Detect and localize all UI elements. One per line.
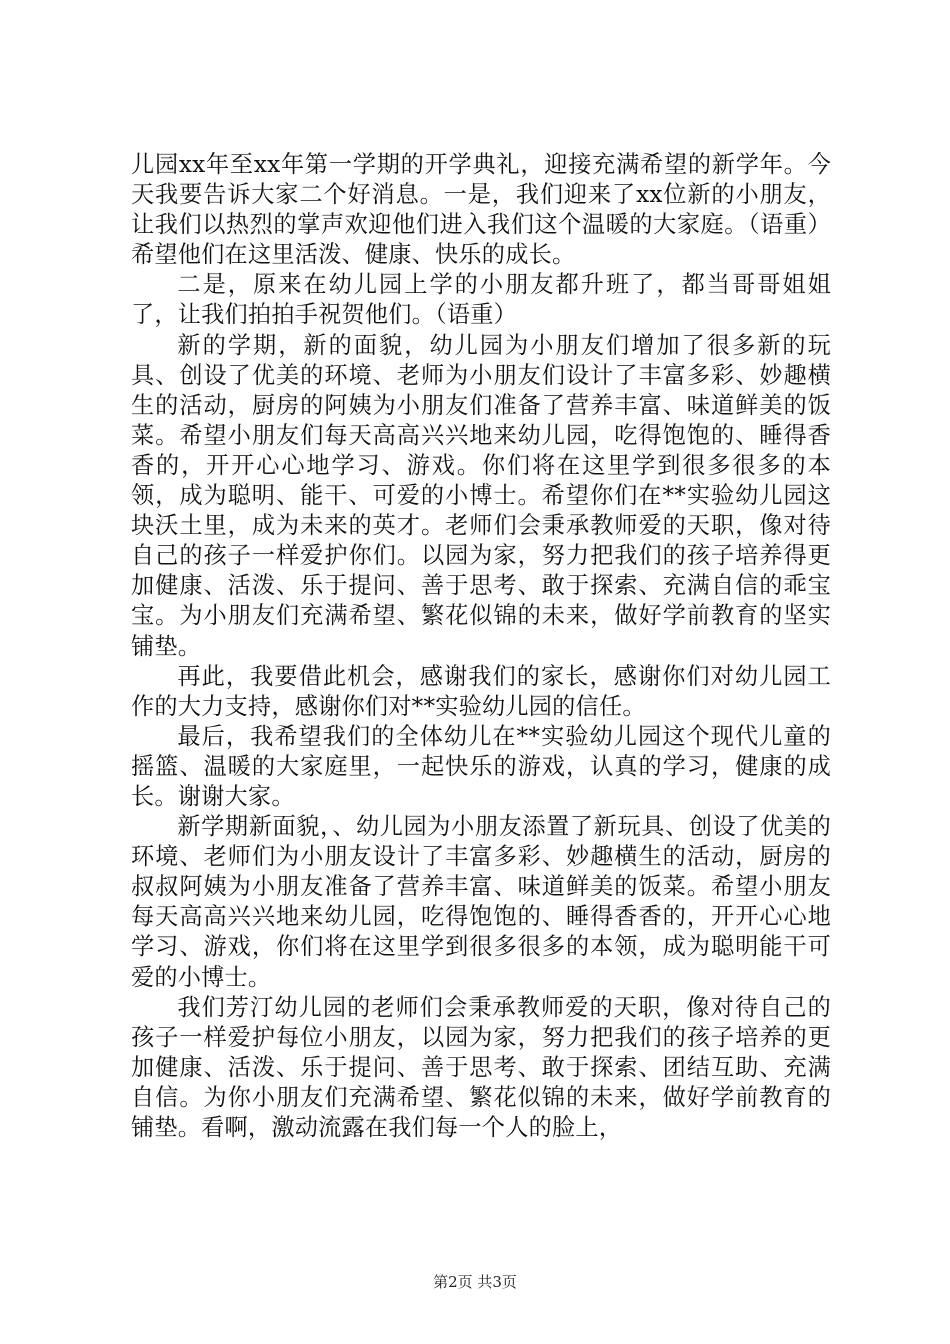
paragraph: 新学期新面貌，、幼儿园为小朋友添置了新玩具、创设了优美的环境、老师们为小朋友设计了丰富多彩、妙趣横生的活动，厨房的叔叔阿姨为小朋友准备了营养丰富、味道鲜美的饭菜。希望小朋友每天高高兴兴地来幼儿园，吃得饱饱的、睡得香香的，开开心心地学习、游戏，你们将在这里学到很多很多的本领，成为聪明能干可爱的小博士。 [131,813,831,991]
paragraph: 再此，我要借此机会，感谢我们的家长，感谢你们对幼儿园工作的大力支持，感谢你们对**实验幼儿园的信任。 [131,662,831,720]
paragraph: 儿园xx年至xx年第一学期的开学典礼，迎接充满希望的新学年。今天我要告诉大家二个好消息。一是，我们迎来了xx位新的小朋友，让我们以热烈的掌声欢迎他们进入我们这个温暖的大家庭。（语重）希望他们在这里活泼、健康、快乐的成长。 [131,151,831,269]
document-body [131,150,831,1143]
paragraph: 最后，我希望我们的全体幼儿在**实验幼儿园这个现代儿童的摇篮、温暖的大家庭里，一起快乐的游戏，认真的学习，健康的成长。谢谢大家。 [131,722,831,810]
page-footer: 第2页 共3页 [433,1273,517,1291]
paragraph: 新的学期，新的面貌，幼儿园为小朋友们增加了很多新的玩具、创设了优美的环境、老师为小朋友们设计了丰富多彩、妙趣横生的活动，厨房的阿姨为小朋友们准备了营养丰富、味道鲜美的饭菜。希望小朋友们每天高高兴兴地来幼儿园，吃得饱饱的、睡得香香的，开开心心地学习、游戏。你们将在这里学到很多很多的本领，成为聪明、能干、可爱的小博士。希望你们在**实验幼儿园这块沃土里，成为未来的英才。老师们会秉承教师爱的天职，像对待自己的孩子一样爱护你们。以园为家，努力把我们的孩子培养得更加健康、活泼、乐于提问、善于思考、敢于探索、充满自信的乖宝宝。为小朋友们充满希望、繁花似锦的未来，做好学前教育的坚实铺垫。 [131,331,831,660]
paragraph: 我们芳汀幼儿园的老师们会秉承教师爱的天职，像对待自己的孩子一样爱护每位小朋友，以园为家，努力把我们的孩子培养的更加健康、活泼、乐于提问、善于思考、敢于探索、团结互助、充满自信。为你小朋友们充满希望、繁花似锦的未来，做好学前教育的铺垫。看啊，激动流露在我们每一个人的脸上， [131,993,831,1141]
paragraph: 二是，原来在幼儿园上学的小朋友都升班了，都当哥哥姐姐了，让我们拍拍手祝贺他们。（语重） [131,271,831,329]
